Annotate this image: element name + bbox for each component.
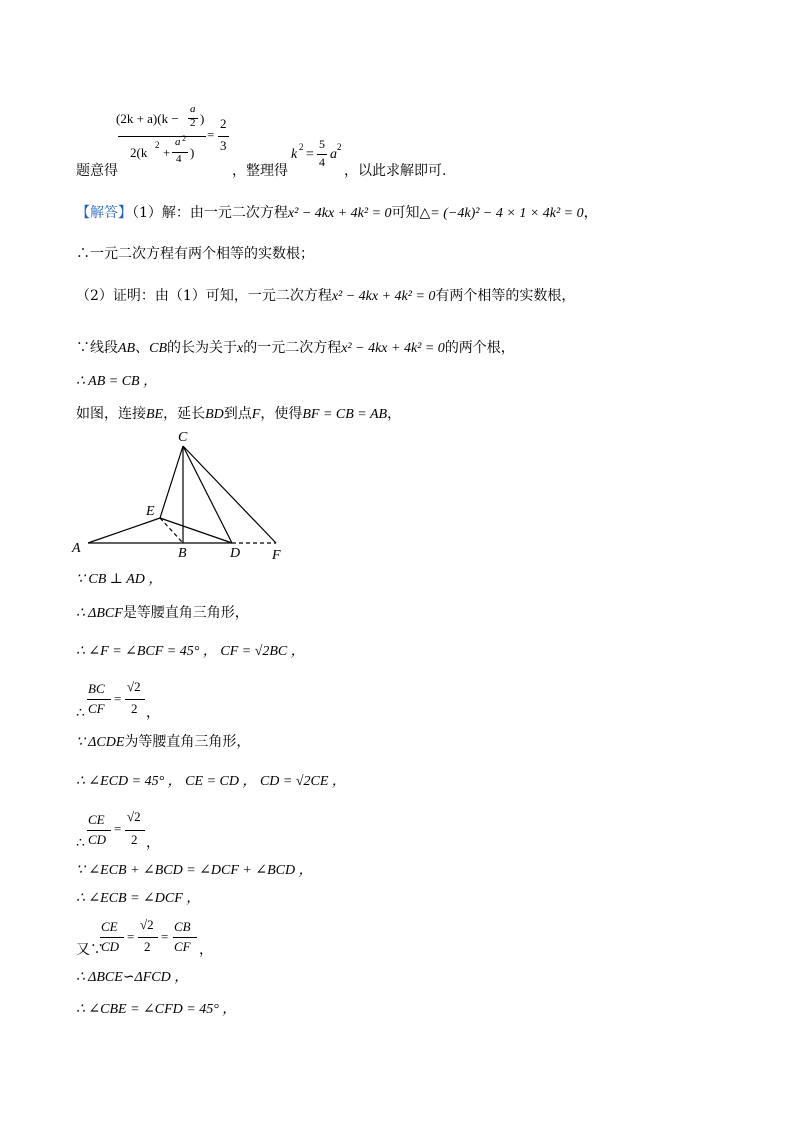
top-middle: ，整理得 <box>232 163 288 179</box>
proof-line-8: ∴ ΔBCF是等腰直角三角形， <box>76 605 249 621</box>
answer-line-4: ∵线段AB、CB的长为关于x的一元二次方程x² − 4kx + 4k² = 0的两个根， <box>76 340 515 356</box>
top-prefix: 题意得 <box>76 163 118 179</box>
label-b: B <box>178 546 187 561</box>
proof-line-12: ∴ ∠ECD = 45° ， CE = CD ， CD = √2CE ， <box>76 774 346 789</box>
proof-line-9: ∴ ∠F = ∠BCF = 45° ， CF = √2BC ， <box>76 644 305 659</box>
frac-num-a: a <box>190 103 196 115</box>
frac-num-close: ) <box>200 111 205 126</box>
segment-cf <box>183 446 276 543</box>
frac-numerator: (2k + a)(k − <box>116 111 179 126</box>
label-d: D <box>230 546 241 561</box>
label-e: E <box>146 504 155 519</box>
proof-line-15: ∴ ∠ECB = ∠DCF ， <box>76 891 201 906</box>
frac-num-2: 2 <box>190 117 196 129</box>
segment-ec <box>160 446 183 518</box>
top-suffix: ，以此求解即可. <box>344 163 447 179</box>
proof-line-17: ∴ ΔBCE∽ΔFCD ， <box>76 970 189 985</box>
label-f: F <box>272 548 281 563</box>
proof-line-11: ∵ ΔCDE为等腰直角三角形， <box>76 734 251 750</box>
equation: x² − 4kx + 4k² = 0 <box>287 206 392 221</box>
answer-line-5: ∴ AB = CB ， <box>76 374 158 389</box>
discriminant: = (−4k)² − 4 × 1 × 4k² = 0 <box>430 206 584 221</box>
answer-line-6: 如图，连接BE，延长BD到点F，使得BF = CB = AB， <box>76 406 402 422</box>
proof-line-7: ∵ CB ⊥ AD ， <box>76 572 163 587</box>
answer-line-2: ∴一元二次方程有两个相等的实数根； <box>76 246 314 262</box>
proof-line-18: ∴ ∠CBE = ∠CFD = 45° ， <box>76 1002 237 1017</box>
label-c: C <box>178 430 188 445</box>
answer-tag: 【解答】 <box>76 205 132 221</box>
proof-line-14: ∵ ∠ECB + ∠BCD = ∠DCF + ∠BCD ， <box>76 863 313 878</box>
label-a: A <box>72 541 81 556</box>
frac-den: 2(k <box>130 145 148 160</box>
answer-line-3: （2）证明：由（1）可知，一元二次方程x² − 4kx + 4k² = 0有两个相等的实数根， <box>76 288 576 304</box>
answer-line-1: 【解答】（1）解：由一元二次方程x² − 4kx + 4k² = 0可知△= (−4k)² − 4 × 1 × 4k² = 0， <box>76 205 598 221</box>
segment-ae <box>88 518 160 543</box>
